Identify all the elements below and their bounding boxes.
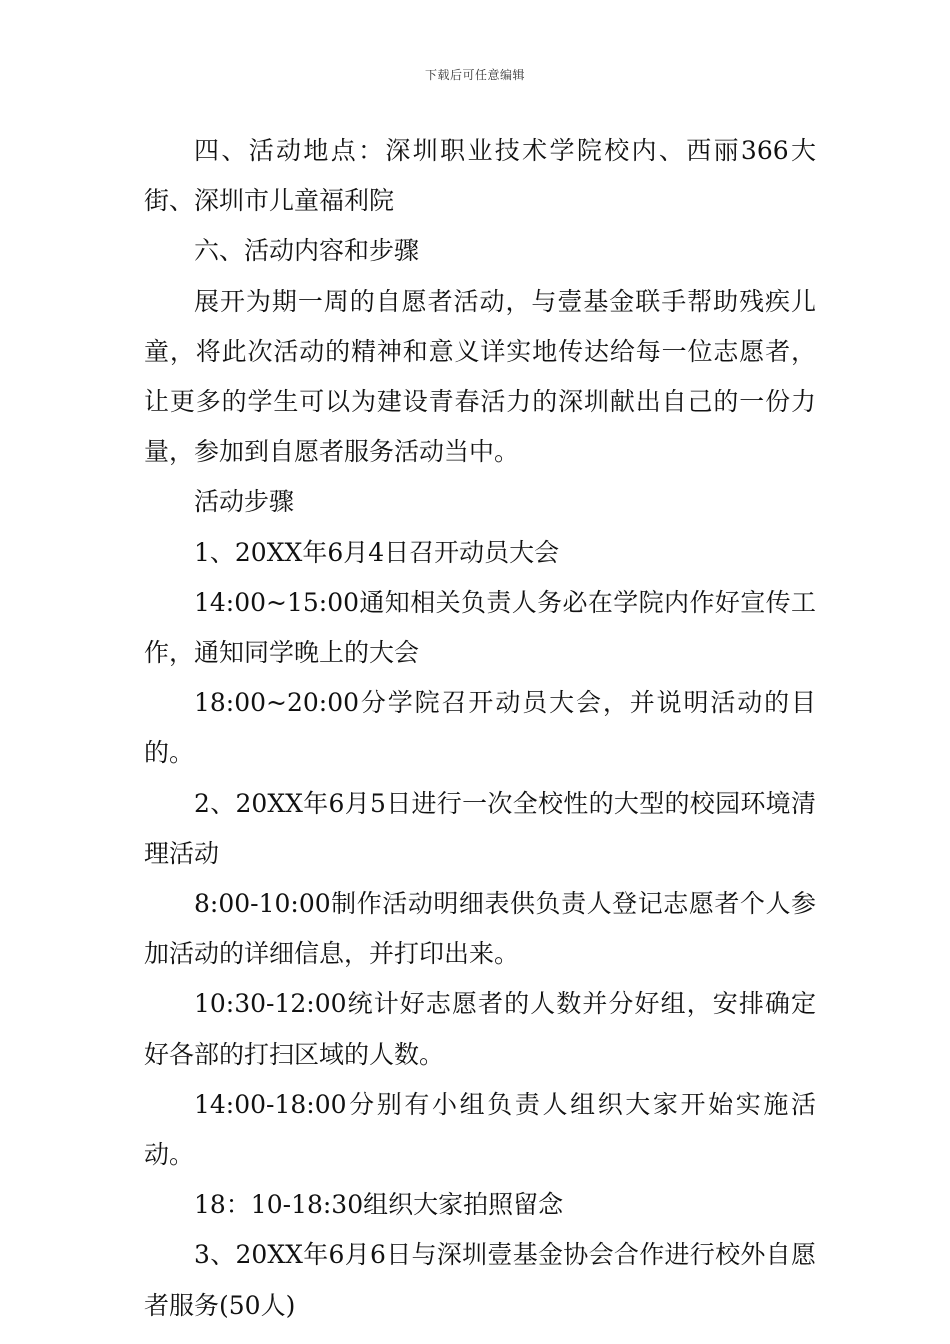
document-body bbox=[144, 126, 816, 1331]
paragraph-steps-heading: 活动步骤 bbox=[194, 487, 295, 517]
paragraph-step-2-time-c: 14:00-18:00分别有小组负责人组织大家开始实施活动。 bbox=[144, 1089, 816, 1170]
paragraph-step-2-time-a: 8:00-10:00制作活动明细表供负责人登记志愿者个人参加活动的详细信息，并打印出来。 bbox=[144, 889, 816, 969]
paragraph-step-1-time-b: 18:00~20:00分学院召开动员大会，并说明活动的目的。 bbox=[144, 688, 816, 768]
paragraph-step-1: 1、20XX年6月4日召开动员大会 bbox=[194, 537, 560, 567]
paragraph-step-2-time-d: 18：10-18:30组织大家拍照留念 bbox=[194, 1190, 564, 1220]
paragraph-step-2-time-b: 10:30-12:00统计好志愿者的人数并分好组，安排确定好各部的打扫区域的人数。 bbox=[144, 989, 816, 1069]
download-note: 下载后可任意编辑 bbox=[424, 68, 525, 82]
paragraph-step-2: 2、20XX年6月5日进行一次全校性的大型的校园环境清理活动 bbox=[144, 788, 816, 868]
paragraph-location: 四、活动地点：深圳职业技术学院校内、西丽366大街、深圳市儿童福利院 bbox=[144, 136, 816, 216]
paragraph-step-1-time-a: 14:00~15:00通知相关负责人务必在学院内作好宣传工作，通知同学晚上的大会 bbox=[144, 587, 816, 668]
paragraph-description: 展开为期一周的自愿者活动，与壹基金联手帮助残疾儿童，将此次活动的精神和意义详实地传达给每一位志愿者，让更多的学生可以为建设青春活力的深圳献出自己的一份力量，参加到自愿者服务活动当中。 bbox=[144, 286, 816, 467]
paragraph-content-heading: 六、活动内容和步骤 bbox=[194, 236, 420, 266]
paragraph-step-3: 3、20XX年6月6日与深圳壹基金协会合作进行校外自愿者服务(50人) bbox=[144, 1240, 816, 1320]
